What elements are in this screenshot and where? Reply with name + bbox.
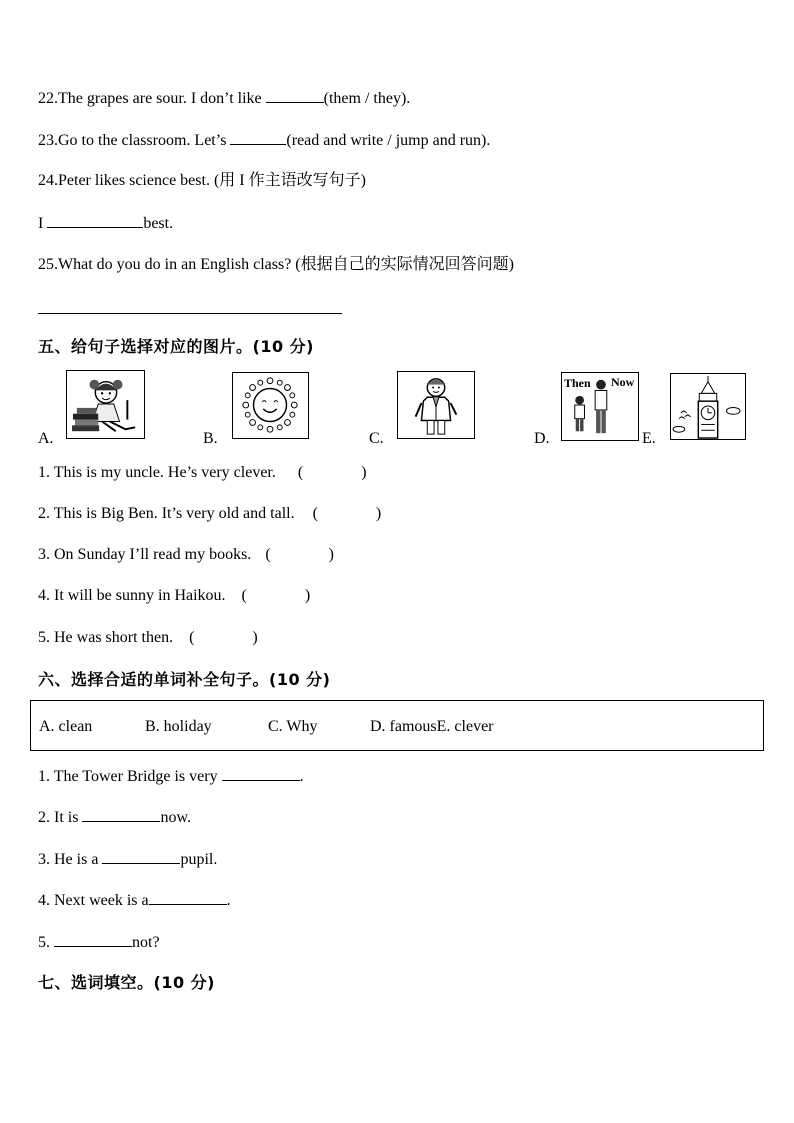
section-6-question-2 <box>38 807 191 828</box>
question-25 <box>38 255 514 275</box>
question-24-answer <box>38 213 173 234</box>
paren-close: ) <box>252 629 258 646</box>
now-caption: Now <box>611 375 635 389</box>
question-text: 2. This is Big Ben. It’s very old and tall. <box>38 505 295 522</box>
question-text-end: not? <box>132 934 160 951</box>
question-number: 22. <box>38 90 58 107</box>
picture-c-label: C. <box>369 430 384 447</box>
question-22 <box>38 88 410 109</box>
answer-blank[interactable] <box>102 849 180 864</box>
girl-reading-books-image <box>67 371 144 438</box>
section-5-question-5 <box>38 628 258 648</box>
answer-blank[interactable] <box>82 807 160 822</box>
question-24 <box>38 171 366 191</box>
paren-close: ) <box>361 464 367 481</box>
paren-open: ( <box>189 629 195 646</box>
option-a: A. clean <box>39 718 93 735</box>
question-text: What do you do in an English class? (根据自己的实际情况回答问题) <box>58 256 514 273</box>
paren-open: ( <box>265 546 271 563</box>
section-5-question-1 <box>38 463 367 483</box>
word-options-box <box>30 700 764 751</box>
answer-line[interactable] <box>38 313 342 314</box>
answer-prefix: I <box>38 215 44 232</box>
paren-open: ( <box>312 505 318 522</box>
question-number: 25. <box>38 256 58 273</box>
answer-blank[interactable] <box>266 88 324 103</box>
question-text: 2. It is <box>38 809 79 826</box>
question-text: 3. On Sunday I’ll read my books. <box>38 546 252 563</box>
section-5-question-2 <box>38 504 381 524</box>
question-text: Peter likes science best. (用 I 作主语改写句子) <box>58 172 366 189</box>
question-text: 4. It will be sunny in Haikou. <box>38 587 226 604</box>
question-options: (them / they). <box>323 90 411 107</box>
question-text: The grapes are sour. I don’t like <box>58 90 262 107</box>
question-number: 23. <box>38 132 58 149</box>
question-text-end: . <box>299 768 304 785</box>
section-5-question-4 <box>38 586 310 606</box>
question-text: 5. He was short then. <box>38 629 174 646</box>
answer-suffix: best. <box>143 215 174 232</box>
smiling-sun-icon[interactable] <box>232 372 309 439</box>
section-6-question-5 <box>38 932 160 953</box>
answer-blank[interactable] <box>47 213 143 228</box>
question-text: 1. This is my uncle. He’s very clever. <box>38 464 276 481</box>
then-now-boy-icon[interactable] <box>561 372 639 441</box>
smiling-sun-image <box>233 373 308 438</box>
section-5-heading: 五、给句子选择对应的图片。(10 分) <box>38 337 314 356</box>
answer-blank[interactable] <box>54 932 132 947</box>
paren-close: ) <box>328 546 334 563</box>
question-text: 3. He is a <box>38 851 99 868</box>
section-5-question-3 <box>38 545 334 565</box>
picture-d-label: D. <box>534 430 550 447</box>
paren-open: ( <box>297 464 304 481</box>
question-text: 1. The Tower Bridge is very <box>38 768 218 785</box>
picture-a-label: A. <box>38 430 54 447</box>
section-6-question-1 <box>38 766 304 787</box>
question-text-end: now. <box>160 809 191 826</box>
girl-reading-books-icon[interactable] <box>66 370 145 439</box>
paren-close: ) <box>304 587 311 604</box>
man-in-suit-image <box>398 372 474 438</box>
section-6-question-3 <box>38 849 217 870</box>
question-number: 24. <box>38 172 58 189</box>
big-ben-icon[interactable] <box>670 373 746 440</box>
big-ben-image <box>671 374 745 439</box>
paren-close: ) <box>375 505 382 522</box>
question-text-end: . <box>226 892 231 909</box>
question-options: (read and write / jump and run). <box>286 132 491 149</box>
section-6-question-4 <box>38 890 231 911</box>
question-text: 5. <box>38 934 50 951</box>
section-6-heading: 六、选择合适的单词补全句子。(10 分) <box>38 670 331 689</box>
question-23 <box>38 130 490 151</box>
section-7-heading: 七、选词填空。(10 分) <box>38 973 215 992</box>
option-b: B. holiday <box>145 718 212 735</box>
picture-e-label: E. <box>642 430 656 447</box>
question-text-end: pupil. <box>180 851 218 868</box>
question-text: Go to the classroom. Let’s <box>58 132 227 149</box>
answer-blank[interactable] <box>230 130 286 145</box>
option-d-e: D. famousE. clever <box>370 718 494 735</box>
then-caption: Then <box>564 376 591 390</box>
picture-b-label: B. <box>203 430 218 447</box>
answer-blank[interactable] <box>222 766 300 781</box>
paren-open: ( <box>241 587 247 604</box>
question-text: 4. Next week is a <box>38 892 149 909</box>
option-c: C. Why <box>268 718 318 735</box>
answer-blank[interactable] <box>149 890 227 905</box>
man-in-suit-icon[interactable] <box>397 371 475 439</box>
